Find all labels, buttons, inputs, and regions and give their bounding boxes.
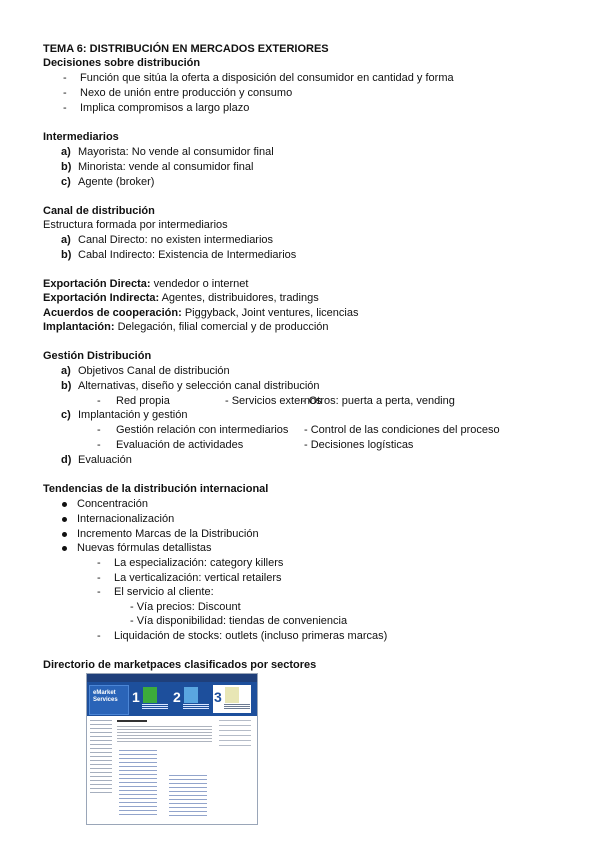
bullet-item: Nuevas fórmulas detallistas [62,542,212,555]
list-item: b) Alternativas, diseño y selección canal distribución [61,380,320,392]
sub-item: - [97,395,101,407]
sub-item: - [97,424,101,436]
marketplace-screenshot [86,673,258,825]
list-item: c) Implantación y gestión [61,409,188,421]
sub-sub-item: - Vía precios: Discount [130,601,241,613]
list-item: d) Evaluación [61,454,132,466]
intermediarios-heading: Intermediarios [43,131,119,143]
definition-line: Exportación Directa: vendedor o internet [43,278,249,290]
list-item: a) Canal Directo: no existen intermediarios [61,234,274,246]
sub-item: - Liquidación de stocks: outlets (incluso primeras marcas) [97,630,388,642]
step-three: 3 [213,685,251,713]
sub-item-text: - Otros: puerta a perta, vending [302,395,455,407]
emarket-logo: eMarket Services [89,685,129,715]
list-item: c) Agente (broker) [61,176,155,188]
list-item: - Implica compromisos a largo plazo [63,102,250,114]
directorio-heading: Directorio de marketpaces clasificados por sectores [43,659,317,671]
sub-item-text: - Control de las condiciones del proceso [304,424,500,436]
list-item: b) Minorista: vende al consumidor final [61,161,254,173]
list-item: - Función que sitúa la oferta a disposición del consumidor en cantidad y forma [63,72,454,84]
screenshot-right-panel [219,720,251,750]
sub-item-text: Evaluación de actividades [116,439,244,451]
definition-line: Exportación Indirecta: Agentes, distribuidores, tradings [43,292,319,304]
screenshot-left-nav [90,720,112,795]
sub-item-text: - Decisiones logísticas [304,439,414,451]
step-one: 1 [131,685,169,713]
gestion-heading: Gestión Distribución [43,350,152,362]
definition-line: Acuerdos de cooperación: Piggyback, Joint ventures, licencias [43,307,359,319]
bullet-item: Internacionalización [62,513,174,526]
bullet-item: Incremento Marcas de la Distribución [62,528,259,541]
tendencias-heading: Tendencias de la distribución internacional [43,483,269,495]
sub-item-text: Gestión relación con intermediarios [116,424,289,436]
decisiones-heading: Decisiones sobre distribución [43,57,201,69]
sub-item: - [97,439,101,451]
canal-subtitle: Estructura formada por intermediarios [43,219,228,231]
sub-item: - El servicio al cliente: [97,586,214,598]
page-title: TEMA 6: DISTRIBUCIÓN EN MERCADOS EXTERIORES [43,43,329,55]
list-item: a) Objetivos Canal de distribución [61,365,230,377]
list-item: - Nexo de unión entre producción y consumo [63,87,293,99]
sub-item-text: Red propia [116,395,170,407]
step-two: 2 [172,685,210,713]
screenshot-main-content [117,720,212,820]
canal-heading: Canal de distribución [43,205,155,217]
sub-item: - La especialización: category killers [97,557,284,569]
definition-line: Implantación: Delegación, filial comercial y de producción [43,321,329,333]
sub-sub-item: - Vía disponibilidad: tiendas de conveniencia [130,615,348,627]
sub-item: - La verticalización: vertical retailers [97,572,282,584]
screenshot-banner [87,682,257,716]
sub-item-text: - Servicios externos [225,395,322,407]
list-item: a) Mayorista: No vende al consumidor final [61,146,274,158]
screenshot-topbar [87,674,257,682]
list-item: b) Cabal Indirecto: Existencia de Intermediarios [61,249,297,261]
bullet-item: Concentración [62,498,148,511]
